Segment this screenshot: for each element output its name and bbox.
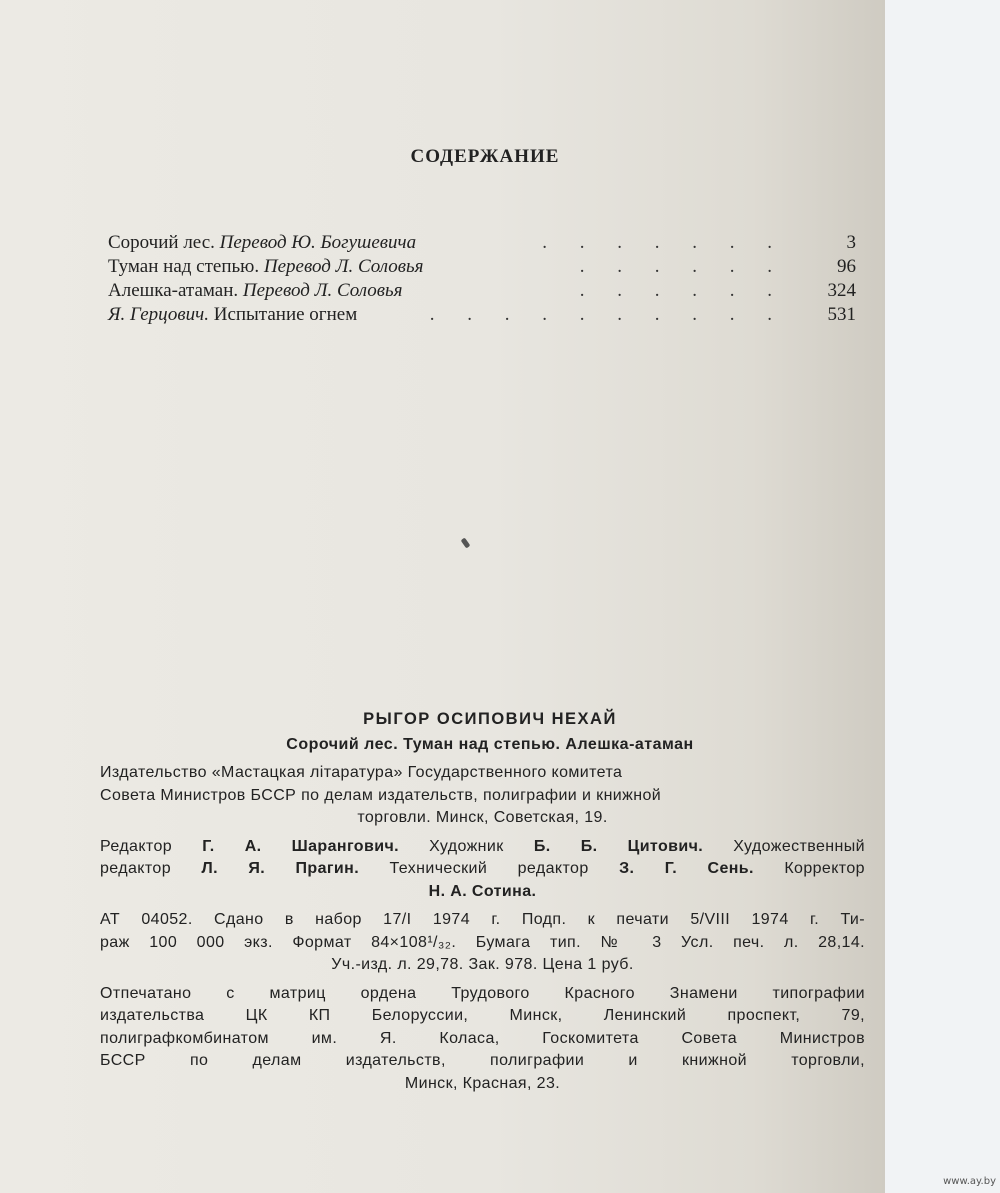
publisher-line: Совета Министров БССР по делам издательств, полиграфии и книжной — [100, 786, 662, 804]
artist-name: Б. Б. Цитович. — [533, 837, 704, 855]
colophon-subtitle: Сорочий лес. Туман над степью. Алешка-атаман — [286, 735, 694, 753]
toc-leader-dots: . . . . . . . — [542, 232, 786, 253]
toc-entry — [108, 232, 856, 256]
toc-entry — [108, 280, 856, 304]
toc-entry — [108, 304, 856, 328]
art-editor-name: Л. Я. Прагин. — [201, 860, 360, 877]
publisher-line: Издательство «Мастацкая літаратура» Государственного комитета — [100, 764, 623, 781]
toc-entry-title: Сорочий лес. — [108, 232, 215, 253]
colophon-author: РЫГОР ОСИПОВИЧ НЕХАЙ — [363, 710, 617, 728]
toc-entry-page: 3 — [846, 232, 856, 253]
print-line: Уч.-изд. л. 29,78. Зак. 978. Цена 1 руб. — [331, 956, 634, 973]
toc-entry-title: Алешка-атаман. — [108, 280, 239, 301]
printer-line: БССР по делам издательств, полиграфии и книжной торговли, — [100, 1052, 865, 1069]
staff-line: редактор Л. Я. Прагин. Технический редактор З. Г. Сень. Корректор — [100, 860, 865, 877]
colophon — [100, 708, 865, 1101]
toc-heading: СОДЕРЖАНИЕ — [410, 146, 560, 167]
toc-entry-page: 96 — [837, 256, 856, 277]
corrector-name: Н. А. Сотина. — [428, 882, 537, 900]
table-of-contents — [108, 232, 856, 328]
staff-line — [100, 881, 865, 904]
printer-line: Отпечатано с матриц ордена Трудового Красного Знамени типографии — [100, 984, 865, 1002]
toc-entry-translator: Перевод Л. Соловья — [263, 256, 424, 277]
toc-entry-title: Туман над степью. — [108, 256, 260, 277]
toc-entry-translator: Перевод Ю. Богушевича — [219, 232, 417, 253]
staff-credits — [100, 836, 865, 904]
printer-line: полиграфкомбинатом им. Я. Коласа, Госкомитета Совета Министров — [100, 1029, 865, 1047]
printer-line: Минск, Красная, 23. — [404, 1074, 561, 1092]
publisher-info — [100, 762, 865, 830]
toc-entry-title: Испытание огнем — [213, 304, 358, 325]
staff-line: Редактор Г. А. Шарангович. Художник Б. Б. Цитович. Художественный — [100, 837, 865, 855]
printer-line: издательства ЦК КП Белоруссии, Минск, Ленинский проспект, 79, — [100, 1007, 865, 1024]
tech-editor-name: З. Г. Сень. — [619, 860, 754, 877]
background — [885, 0, 1000, 1193]
editor-name: Г. А. Шарангович. — [202, 837, 399, 855]
print-line: АТ 04052. Сдано в набор 17/I 1974 г. Подп. к печати 5/VIII 1974 г. Ти- — [100, 911, 865, 928]
printer-info — [100, 983, 865, 1096]
toc-entry-page: 324 — [827, 280, 856, 301]
toc-leader-dots: . . . . . . . . . . — [429, 304, 786, 325]
toc-entry-page: 531 — [827, 304, 856, 325]
toc-entry-author: Я. Герцович. — [108, 304, 209, 325]
publisher-line: торговли. Минск, Советская, 19. — [357, 809, 608, 826]
toc-entry — [108, 256, 856, 280]
toc-leader-dots: . . . . . . — [579, 256, 786, 277]
toc-leader-dots: . . . . . . — [579, 280, 786, 301]
print-line: раж 100 000 экз. Формат 84×108¹/₃₂. Бумага тип. № 3 Усл. печ. л. 28,14. — [100, 933, 865, 951]
toc-entry-translator: Перевод Л. Соловья — [242, 280, 403, 301]
print-details — [100, 909, 865, 977]
watermark: www.ay.by — [943, 1176, 996, 1187]
